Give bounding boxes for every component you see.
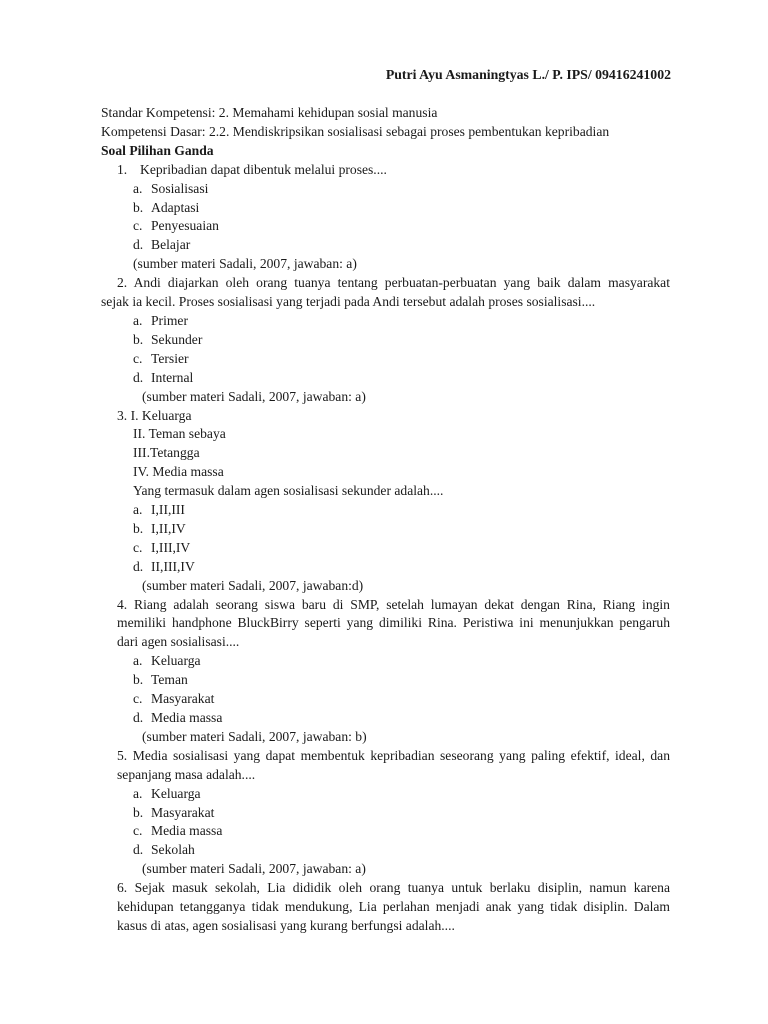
- option-d: d. II,III,IV: [133, 558, 195, 574]
- question-number: 1.: [117, 161, 128, 177]
- question-text-line2: sepanjang masa adalah....: [117, 766, 256, 782]
- answer-source: (sumber materi Sadali, 2007, jawaban: b): [142, 728, 367, 744]
- answer-source: (sumber materi Sadali, 2007, jawaban:d): [142, 577, 364, 593]
- question-4: [101, 596, 670, 615]
- option-c: c. Masyarakat: [133, 691, 215, 707]
- option-b: b. Masyarakat: [133, 804, 215, 820]
- question-6: [101, 879, 670, 898]
- question-text-line2: memiliki handphone BluckBirry seperti yang dimiliki Rina. Peristiwa ini menunjukkan pengaruh: [117, 615, 670, 631]
- question-text-line1: Media sosialisasi yang dapat membentuk kepribadian seseorang yang paling efektif, ideal, dan: [132, 747, 671, 763]
- list-item-3: III.Tetangga: [133, 445, 200, 461]
- section-title: Soal Pilihan Ganda: [101, 142, 214, 158]
- question-2: [101, 274, 670, 293]
- question-number: 2.: [117, 275, 128, 291]
- option-c: c. I,III,IV: [133, 539, 191, 555]
- option-d: d. Belajar: [133, 237, 191, 253]
- question-number: 6.: [117, 880, 128, 896]
- option-a: a. Keluarga: [133, 785, 201, 801]
- option-d: d. Sekolah: [133, 842, 195, 858]
- option-b: b. I,II,IV: [133, 520, 186, 536]
- answer-source: (sumber materi Sadali, 2007, jawaban: a): [142, 388, 366, 404]
- kompetensi-dasar: Kompetensi Dasar: 2.2. Mendiskripsikan sosialisasi sebagai proses pembentukan kepribadian: [101, 123, 610, 139]
- standar-kompetensi: Standar Kompetensi: 2. Memahami kehidupan sosial manusia: [101, 105, 438, 120]
- list-item-1: I. Keluarga: [130, 407, 192, 423]
- question-text: Yang termasuk dalam agen sosialisasi sekunder adalah....: [133, 483, 444, 499]
- question-number: 4.: [117, 596, 128, 612]
- document-body: [101, 104, 670, 936]
- question-3: [101, 407, 670, 426]
- question-text-line2: sejak ia kecil. Proses sosialisasi yang terjadi pada Andi tersebut adalah proses sosialisasi....: [101, 294, 596, 310]
- option-b: b. Teman: [133, 672, 188, 688]
- option-a: a. Primer: [133, 312, 188, 328]
- answer-source: (sumber materi Sadali, 2007, jawaban: a): [142, 861, 366, 877]
- option-d: d. Media massa: [133, 710, 223, 725]
- option-d: d. Internal: [133, 369, 194, 385]
- option-b: b. Sekunder: [133, 331, 203, 347]
- list-item-2: II. Teman sebaya: [133, 426, 226, 442]
- question-5: [101, 747, 670, 766]
- option-a: a. I,II,III: [133, 502, 185, 518]
- list-item-4: IV. Media massa: [133, 464, 224, 480]
- option-c: c. Media massa: [133, 823, 223, 839]
- question-text-line1: Andi diajarkan oleh orang tuanya tentang perbuatan-perbuatan yang baik dalam masyarakat: [133, 275, 670, 291]
- option-c: c. Penyesuaian: [133, 218, 219, 234]
- option-a: a. Keluarga: [133, 653, 201, 669]
- option-c: c. Tersier: [133, 350, 189, 366]
- question-text-line1: Sejak masuk sekolah, Lia dididik oleh orang tuanya untuk berlaku disiplin, namun karena: [134, 880, 670, 896]
- question-text-line3: kasus di atas, agen sosialisasi yang kurang berfungsi adalah....: [117, 917, 455, 933]
- option-b: b. Adaptasi: [133, 199, 200, 215]
- answer-source: (sumber materi Sadali, 2007, jawaban: a): [133, 256, 357, 272]
- question-1: [101, 161, 670, 180]
- question-number: 3.: [117, 407, 128, 423]
- option-a: a. Sosialisasi: [133, 180, 209, 196]
- author-header: Putri Ayu Asmaningtyas L./ P. IPS/ 09416241002: [385, 67, 671, 82]
- question-text-line2: kehidupan tetangganya tidak mendukung, Lia perlahan menjadi anak yang tidak disiplin. Dalam: [117, 899, 670, 915]
- question-text-line3: dari agen sosialisasi....: [117, 634, 240, 650]
- question-text-line1: Riang adalah seorang siswa baru di SMP, setelah lumayan dekat dengan Rina, Riang ingin: [134, 596, 670, 612]
- question-text: Kepribadian dapat dibentuk melalui proses....: [140, 161, 387, 177]
- question-number: 5.: [117, 747, 128, 763]
